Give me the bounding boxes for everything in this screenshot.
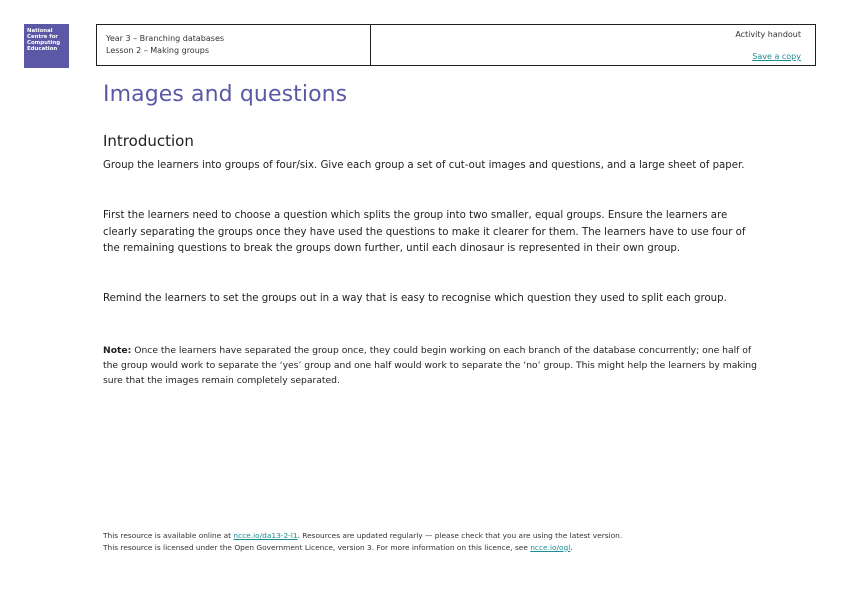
header-box (96, 24, 816, 66)
lesson-title: Lesson 2 – Making groups (106, 46, 210, 55)
logo-line: Centre for (27, 34, 58, 40)
page-title: Images and questions (103, 82, 348, 107)
licence-link[interactable]: ncce.io/ogl (530, 542, 571, 552)
logo-line: National (27, 28, 53, 34)
logo-line: Computing (27, 40, 61, 46)
footer-text: . (570, 542, 573, 552)
note-label: Note: (103, 345, 132, 356)
footer (103, 530, 803, 553)
header-doc-info (371, 25, 815, 65)
header-course-info (97, 25, 371, 65)
footer-line-licence (103, 542, 803, 554)
footer-text: This resource is available online at (103, 531, 234, 540)
instructions-paragraph: First the learners need to choose a question which splits the group into two smaller, equal groups. Ensure the learners are clearly separating the groups once they have used the questions to make it clearer for them. The learners have to use four of the remaining questions to break the groups down further, until each dinosaur is represented in their own group. (103, 210, 746, 255)
reminder-paragraph: Remind the learners to set the groups out in a way that is easy to recognise which question they used to split each group. (103, 293, 727, 304)
intro-paragraph: Group the learners into groups of four/six. Give each group a set of cut-out images and questions, and a large sheet of paper. (103, 160, 745, 171)
logo-line: Education (27, 46, 58, 52)
save-copy-link[interactable]: Save a copy (752, 52, 801, 61)
footer-text: This resource is licensed under the Open Government Licence, version 3. For more information on this licence, see (103, 542, 531, 552)
resource-link[interactable]: ncce.io/da13-2-l1 (233, 531, 298, 540)
ncce-logo (24, 24, 69, 68)
course-title: Year 3 – Branching databases (106, 34, 225, 43)
doc-type-label: Activity handout (735, 30, 801, 39)
footer-line-availability (103, 530, 803, 542)
note-text: Once the learners have separated the group once, they could begin working on each branch of the database concurrently; one half of the group would work to separate the ‘yes’ group and one half would work to separate the ‘no’ group. This might help the learners by making sure that the images remain completely separated. (103, 345, 757, 386)
section-heading: Introduction (103, 132, 194, 150)
footer-text: . Resources are updated regularly — please check that you are using the latest version. (297, 531, 623, 540)
note-paragraph (103, 343, 768, 388)
